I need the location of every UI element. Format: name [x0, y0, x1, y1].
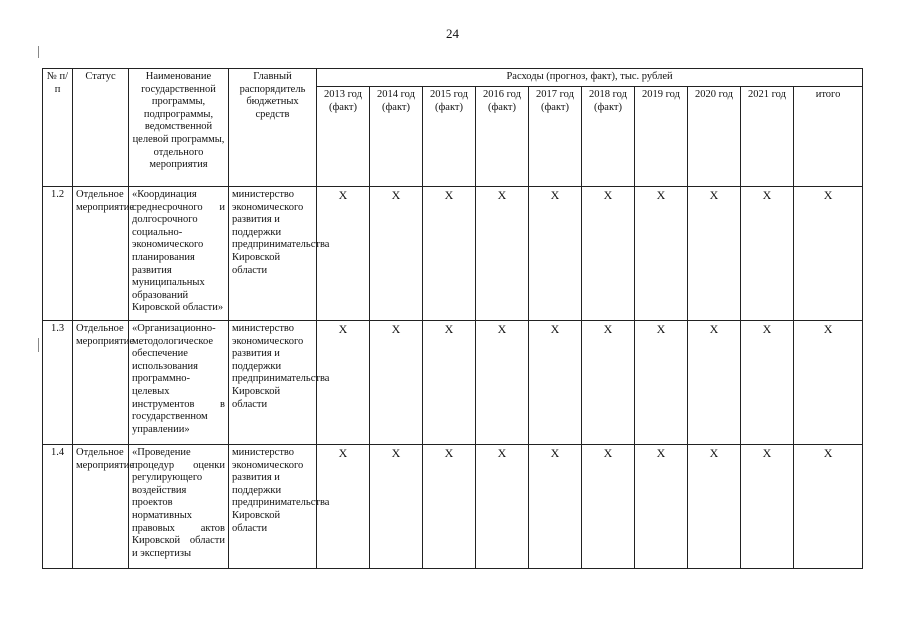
row-value: X	[317, 321, 370, 445]
header-year: 2014 год (факт)	[370, 87, 423, 187]
row-status: Отдельное мероприятие	[73, 187, 129, 321]
row-value: X	[423, 321, 476, 445]
header-year: 2017 год (факт)	[529, 87, 582, 187]
row-value: X	[370, 187, 423, 321]
header-year: 2020 год	[688, 87, 741, 187]
row-value: X	[423, 187, 476, 321]
table-row	[43, 321, 863, 445]
header-manager: Главный распорядитель бюджетных средств	[229, 69, 317, 187]
row-value: X	[741, 445, 794, 569]
row-value: X	[476, 445, 529, 569]
header-num: № п/п	[43, 69, 73, 187]
table-row	[43, 445, 863, 569]
row-value: X	[635, 321, 688, 445]
row-value: X	[688, 445, 741, 569]
row-manager: министерство экономического развития и поддержки предпринимательства Кировской области	[229, 445, 317, 569]
row-value: X	[529, 445, 582, 569]
row-value: X	[370, 445, 423, 569]
header-total: итого	[794, 87, 863, 187]
row-value: X	[582, 321, 635, 445]
row-value: X	[529, 187, 582, 321]
row-value: X	[635, 187, 688, 321]
row-value: X	[476, 321, 529, 445]
row-value: X	[635, 445, 688, 569]
row-total: X	[794, 321, 863, 445]
row-value: X	[317, 187, 370, 321]
header-name: Наименование государственной программы, подпрограммы, ведомственной целевой программы, отдельного мероприятия	[129, 69, 229, 187]
row-value: X	[582, 445, 635, 569]
row-total: X	[794, 445, 863, 569]
row-value: X	[370, 321, 423, 445]
row-value: X	[741, 321, 794, 445]
header-status: Статус	[73, 69, 129, 187]
margin-mark	[38, 338, 39, 352]
header-row-1	[43, 69, 863, 87]
row-value: X	[741, 187, 794, 321]
row-name: «Координация среднесрочного и долгосрочного социально-экономического планирования развития муниципальных образований Кировской области»	[129, 187, 229, 321]
table-row	[43, 187, 863, 321]
row-num: 1.3	[43, 321, 73, 445]
row-value: X	[476, 187, 529, 321]
header-expenses: Расходы (прогноз, факт), тыс. рублей	[317, 69, 863, 87]
row-num: 1.4	[43, 445, 73, 569]
row-value: X	[582, 187, 635, 321]
margin-mark	[38, 46, 39, 58]
row-total: X	[794, 187, 863, 321]
row-status: Отдельное мероприятие	[73, 445, 129, 569]
row-value: X	[688, 187, 741, 321]
row-value: X	[317, 445, 370, 569]
row-manager: министерство экономического развития и поддержки предпринимательства Кировской области	[229, 321, 317, 445]
header-year: 2016 год (факт)	[476, 87, 529, 187]
header-year: 2015 год (факт)	[423, 87, 476, 187]
row-name: «Проведение процедур оценки регулирующего воздействия проектов нормативных правовых актов Кировской области и экспертизы	[129, 445, 229, 569]
header-year: 2019 год	[635, 87, 688, 187]
row-manager: министерство экономического развития и поддержки предпринимательства Кировской области	[229, 187, 317, 321]
row-num: 1.2	[43, 187, 73, 321]
row-value: X	[688, 321, 741, 445]
header-year: 2021 год	[741, 87, 794, 187]
row-status: Отдельное мероприятие	[73, 321, 129, 445]
row-value: X	[529, 321, 582, 445]
header-year: 2013 год (факт)	[317, 87, 370, 187]
expenses-table	[42, 68, 863, 569]
header-year: 2018 год (факт)	[582, 87, 635, 187]
row-name: «Организационно-методологическое обеспечение использования программно-целевых инструментов в государственном управлении»	[129, 321, 229, 445]
row-value: X	[423, 445, 476, 569]
page-number: 24	[446, 26, 459, 41]
